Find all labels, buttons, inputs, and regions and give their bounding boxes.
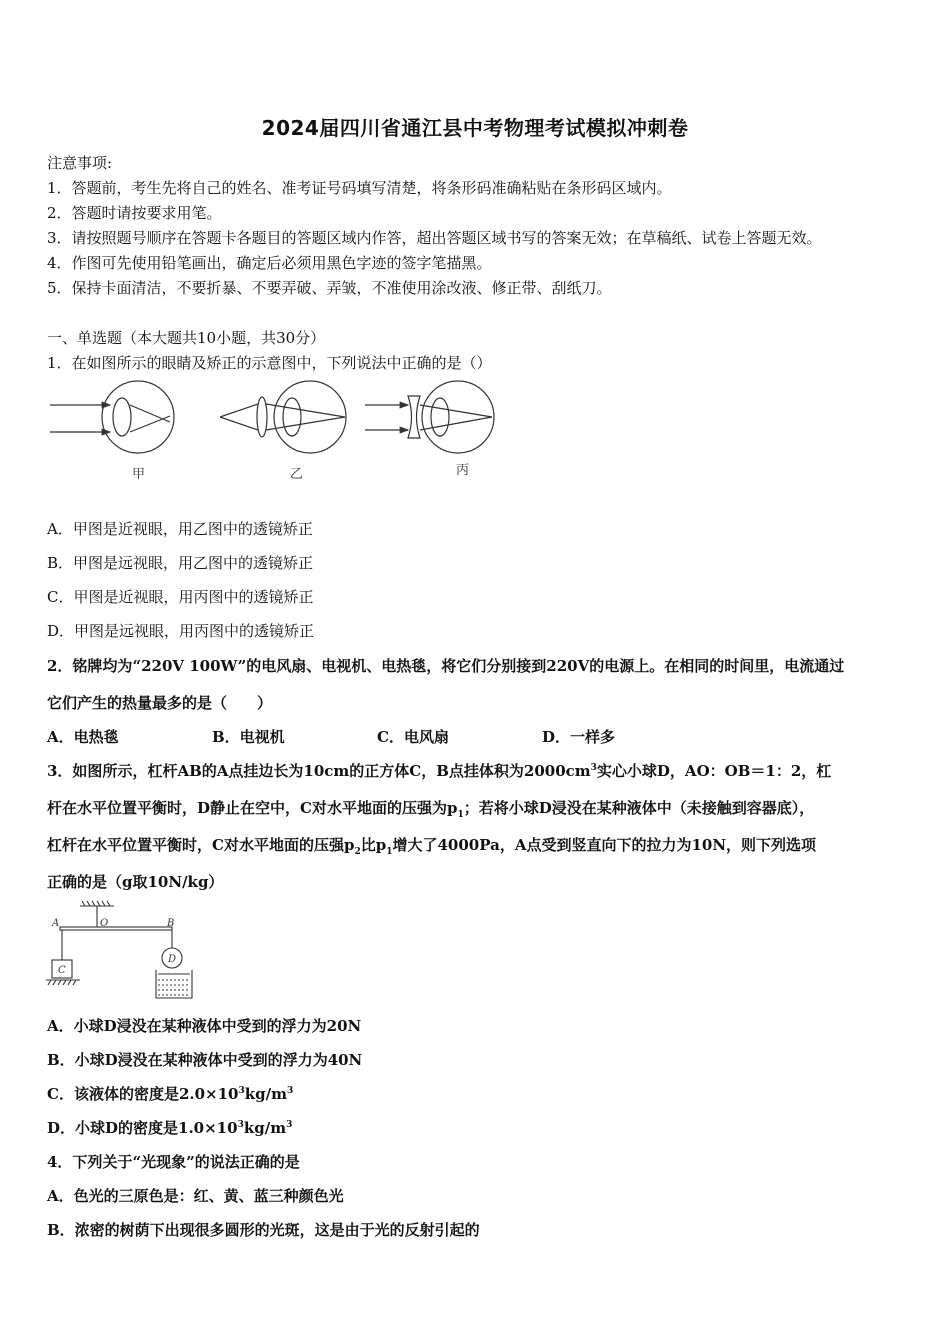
option-b: B．甲图是远视眼，用乙图中的透镜矫正 <box>47 554 314 572</box>
option-a: A．电热毯 <box>47 728 119 746</box>
option-a: A．甲图是近视眼，用乙图中的透镜矫正 <box>47 520 313 538</box>
lever-diagram-figure <box>44 900 214 1005</box>
option-c: C．甲图是近视眼，用丙图中的透镜矫正 <box>47 588 314 606</box>
option-d: D．甲图是远视眼，用丙图中的透镜矫正 <box>47 622 315 640</box>
option-b: B．浓密的树荫下出现很多圆形的光斑，这是由于光的反射引起的 <box>47 1221 480 1239</box>
figure-label-yi: 乙 <box>290 467 304 482</box>
question-3-stem: 3．如图所示，杠杆AB的A点挂边长为10cm的正方体C，B点挂体积为$2000cm^3$实心小球D，AO：OB＝1：2，杠 <box>47 762 832 780</box>
option-a: A．小球D浸没在某种液体中受到的浮力为20N <box>47 1017 362 1035</box>
option-d: D．小球D的密度是$1.0\times 10^3kg/m^3$ <box>47 1119 293 1137</box>
question-3-stem: 杆在水平位置平衡时，D静止在空中，C对水平地面的压强为$p_1$；若将小球D浸没在某种液体中（未接触到容器底）， <box>47 799 815 820</box>
notice-heading: 注意事项: <box>47 154 113 172</box>
option-c: C．该液体的密度是$2.0\times 10^3kg/m^3$ <box>47 1085 294 1103</box>
eye-jia-diagram <box>50 381 174 453</box>
eye-diagram-figure <box>40 380 520 490</box>
option-a: A．色光的三原色是：红、黄、蓝三种颜色光 <box>47 1187 344 1205</box>
option-b: B．电视机 <box>212 728 285 746</box>
page-title: 2024届四川省通江县中考物理考试模拟冲刺卷 <box>261 116 689 140</box>
label-d: D <box>168 954 177 965</box>
option-d: D．一样多 <box>542 728 616 746</box>
question-2-stem: 它们产生的热量最多的是（ ） <box>47 694 273 712</box>
option-c: C．电风扇 <box>377 728 449 746</box>
question-1-stem: 1．在如图所示的眼睛及矫正的示意图中，下列说法中正确的是（） <box>47 354 492 372</box>
label-c: C <box>58 965 66 976</box>
question-4-stem: 4．下列关于“光现象”的说法正确的是 <box>47 1153 300 1171</box>
notice-item: 3．请按照题号顺序在答题卡各题目的答题区域内作答，超出答题区域书写的答案无效；在草稿纸、试卷上答题无效。 <box>47 229 822 247</box>
notice-item: 5．保持卡面清洁，不要折暴、不要弄破、弄皱，不准使用涂改液、修正带、刮纸刀。 <box>47 279 612 297</box>
question-2-stem: 2．铭牌均为“220V 100W”的电风扇、电视机、电热毯，将它们分别接到220V的电源上。在相同的时间里，电流通过 <box>47 657 845 675</box>
figure-label-jia: 甲 <box>132 467 146 482</box>
notice-item: 2．答题时请按要求用笔。 <box>47 204 222 222</box>
eye-bing-diagram <box>365 381 494 453</box>
label-a: A <box>52 918 60 929</box>
option-b: B．小球D浸没在某种液体中受到的浮力为40N <box>47 1051 363 1069</box>
section-heading: 一、单选题（本大题共10小题，共30分） <box>47 329 326 347</box>
figure-label-bing: 丙 <box>456 463 470 478</box>
question-3-stem: 杠杆在水平位置平衡时，C对水平地面的压强$p_2$比$p_1$增大了4000Pa，A点受到竖直向下的拉力为10N，则下列选项 <box>47 836 817 857</box>
notice-item: 4．作图可先使用铅笔画出，确定后必须用黑色字迹的签字笔描黑。 <box>47 254 492 272</box>
eye-yi-diagram <box>220 381 346 453</box>
label-o: O <box>100 918 109 929</box>
question-3-stem: 正确的是（g取10N/kg） <box>47 873 224 891</box>
notice-item: 1．答题前，考生先将自己的姓名、准考证号码填写清楚，将条形码准确粘贴在条形码区域内。 <box>47 179 672 197</box>
label-b: B <box>167 918 175 929</box>
